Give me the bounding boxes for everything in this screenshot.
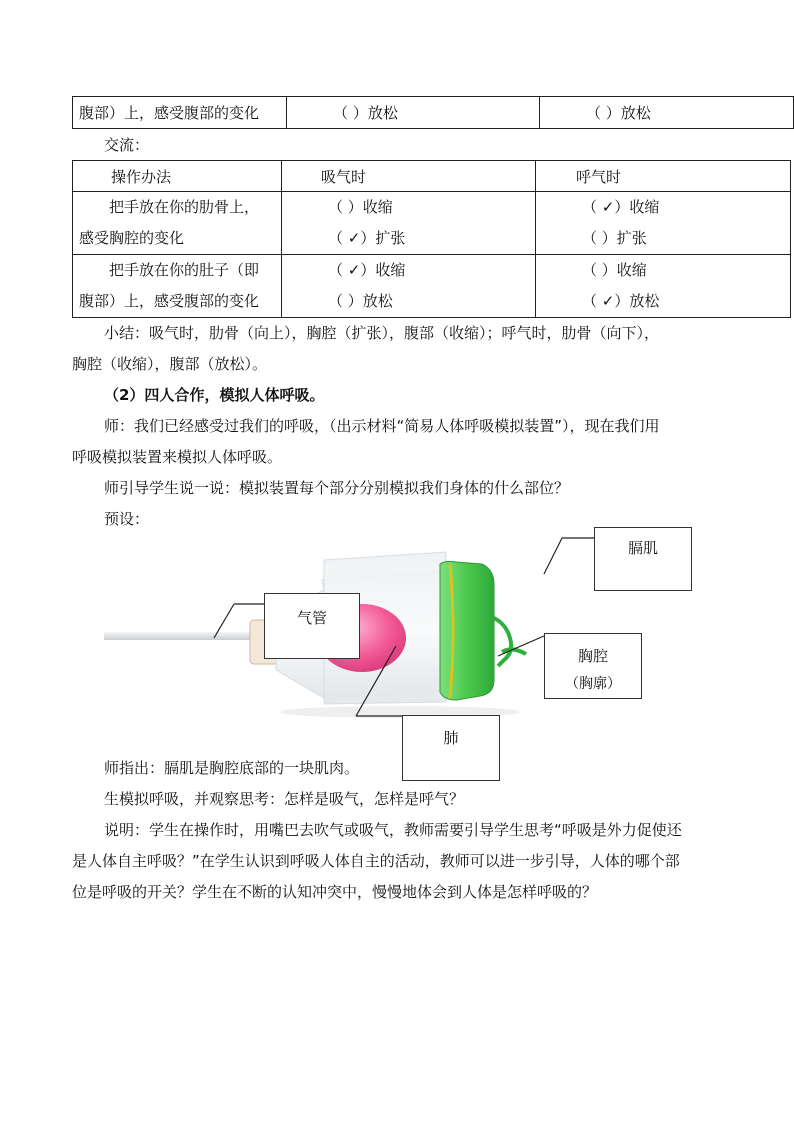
table-breathing	[72, 160, 791, 318]
table-cell-inhale: （ ）放松	[287, 97, 540, 129]
note-line-3: 位是呼吸的开关？学生在不断的认知冲突中，慢慢地体会到人体是怎样呼吸的？	[72, 883, 598, 901]
table-cell-exhale: （ ）放松	[540, 97, 794, 129]
table-row	[73, 255, 791, 318]
table-row	[73, 192, 791, 255]
teacher-point: 师指出：膈肌是胸腔底部的一块肌肉。	[104, 759, 360, 777]
note-line-2: 是人体自主呼吸？”在学生认识到呼吸人体自主的活动，教师可以进一步引导，人体的哪个部	[72, 852, 680, 870]
teacher-guide: 师引导学生说一说：模拟装置每个部分分别模拟我们身体的什么部位？	[104, 479, 570, 497]
label-diaphragm: 膈肌	[594, 527, 692, 591]
table-header-exhale: 呼气时	[536, 161, 791, 192]
summary-line-2: 胸腔（收缩），腹部（放松）。	[72, 355, 268, 373]
teacher-line-1: 师：我们已经感受过我们的呼吸，（出示材料“简易人体呼吸模拟装置”），现在我们用	[104, 417, 660, 435]
table-continued	[72, 96, 794, 129]
table-cell-inhale: （ ✓）收缩 （ ）放松	[282, 255, 536, 318]
table-cell-method: 腹部）上，感受腹部的变化	[73, 97, 287, 129]
summary-line-1: 小结：吸气时，肋骨（向上），胸腔（扩张），腹部（收缩）；呼气时，肋骨（向下），	[104, 324, 660, 342]
exchange-label: 交流：	[104, 136, 150, 154]
preset-label: 预设：	[104, 510, 150, 528]
student-simulation: 生模拟呼吸，并观察思考：怎样是吸气，怎样是呼气？	[104, 790, 465, 808]
table-cell-exhale: （ ✓）收缩 （ ）扩张	[536, 192, 791, 255]
green-diaphragm-cap	[440, 561, 494, 700]
label-lung: 肺	[402, 715, 500, 781]
section-title: （2）四人合作，模拟人体呼吸。	[104, 386, 325, 404]
table-cell-exhale: （ ）收缩 （ ✓）放松	[536, 255, 791, 318]
table-header-inhale: 吸气时	[282, 161, 536, 192]
table-cell-method: 把手放在你的肋骨上， 感受胸腔的变化	[73, 192, 282, 255]
pull-handle	[494, 618, 511, 666]
note-line-1: 说明：学生在操作时，用嘴巴去吹气或吸气，教师需要引导学生思考“呼吸是外力促使还	[104, 821, 682, 839]
table-cell-method: 把手放在你的肚子（即 腹部）上，感受腹部的变化	[73, 255, 282, 318]
table-cell-inhale: （ ）收缩 （ ✓）扩张	[282, 192, 536, 255]
label-trachea: 气管	[264, 593, 360, 659]
trachea-tube	[104, 632, 274, 640]
teacher-line-2: 呼吸模拟装置来模拟人体呼吸。	[72, 448, 283, 466]
label-chest: 胸腔 （胸廓）	[544, 633, 642, 699]
table-header-method: 操作办法	[73, 161, 282, 192]
